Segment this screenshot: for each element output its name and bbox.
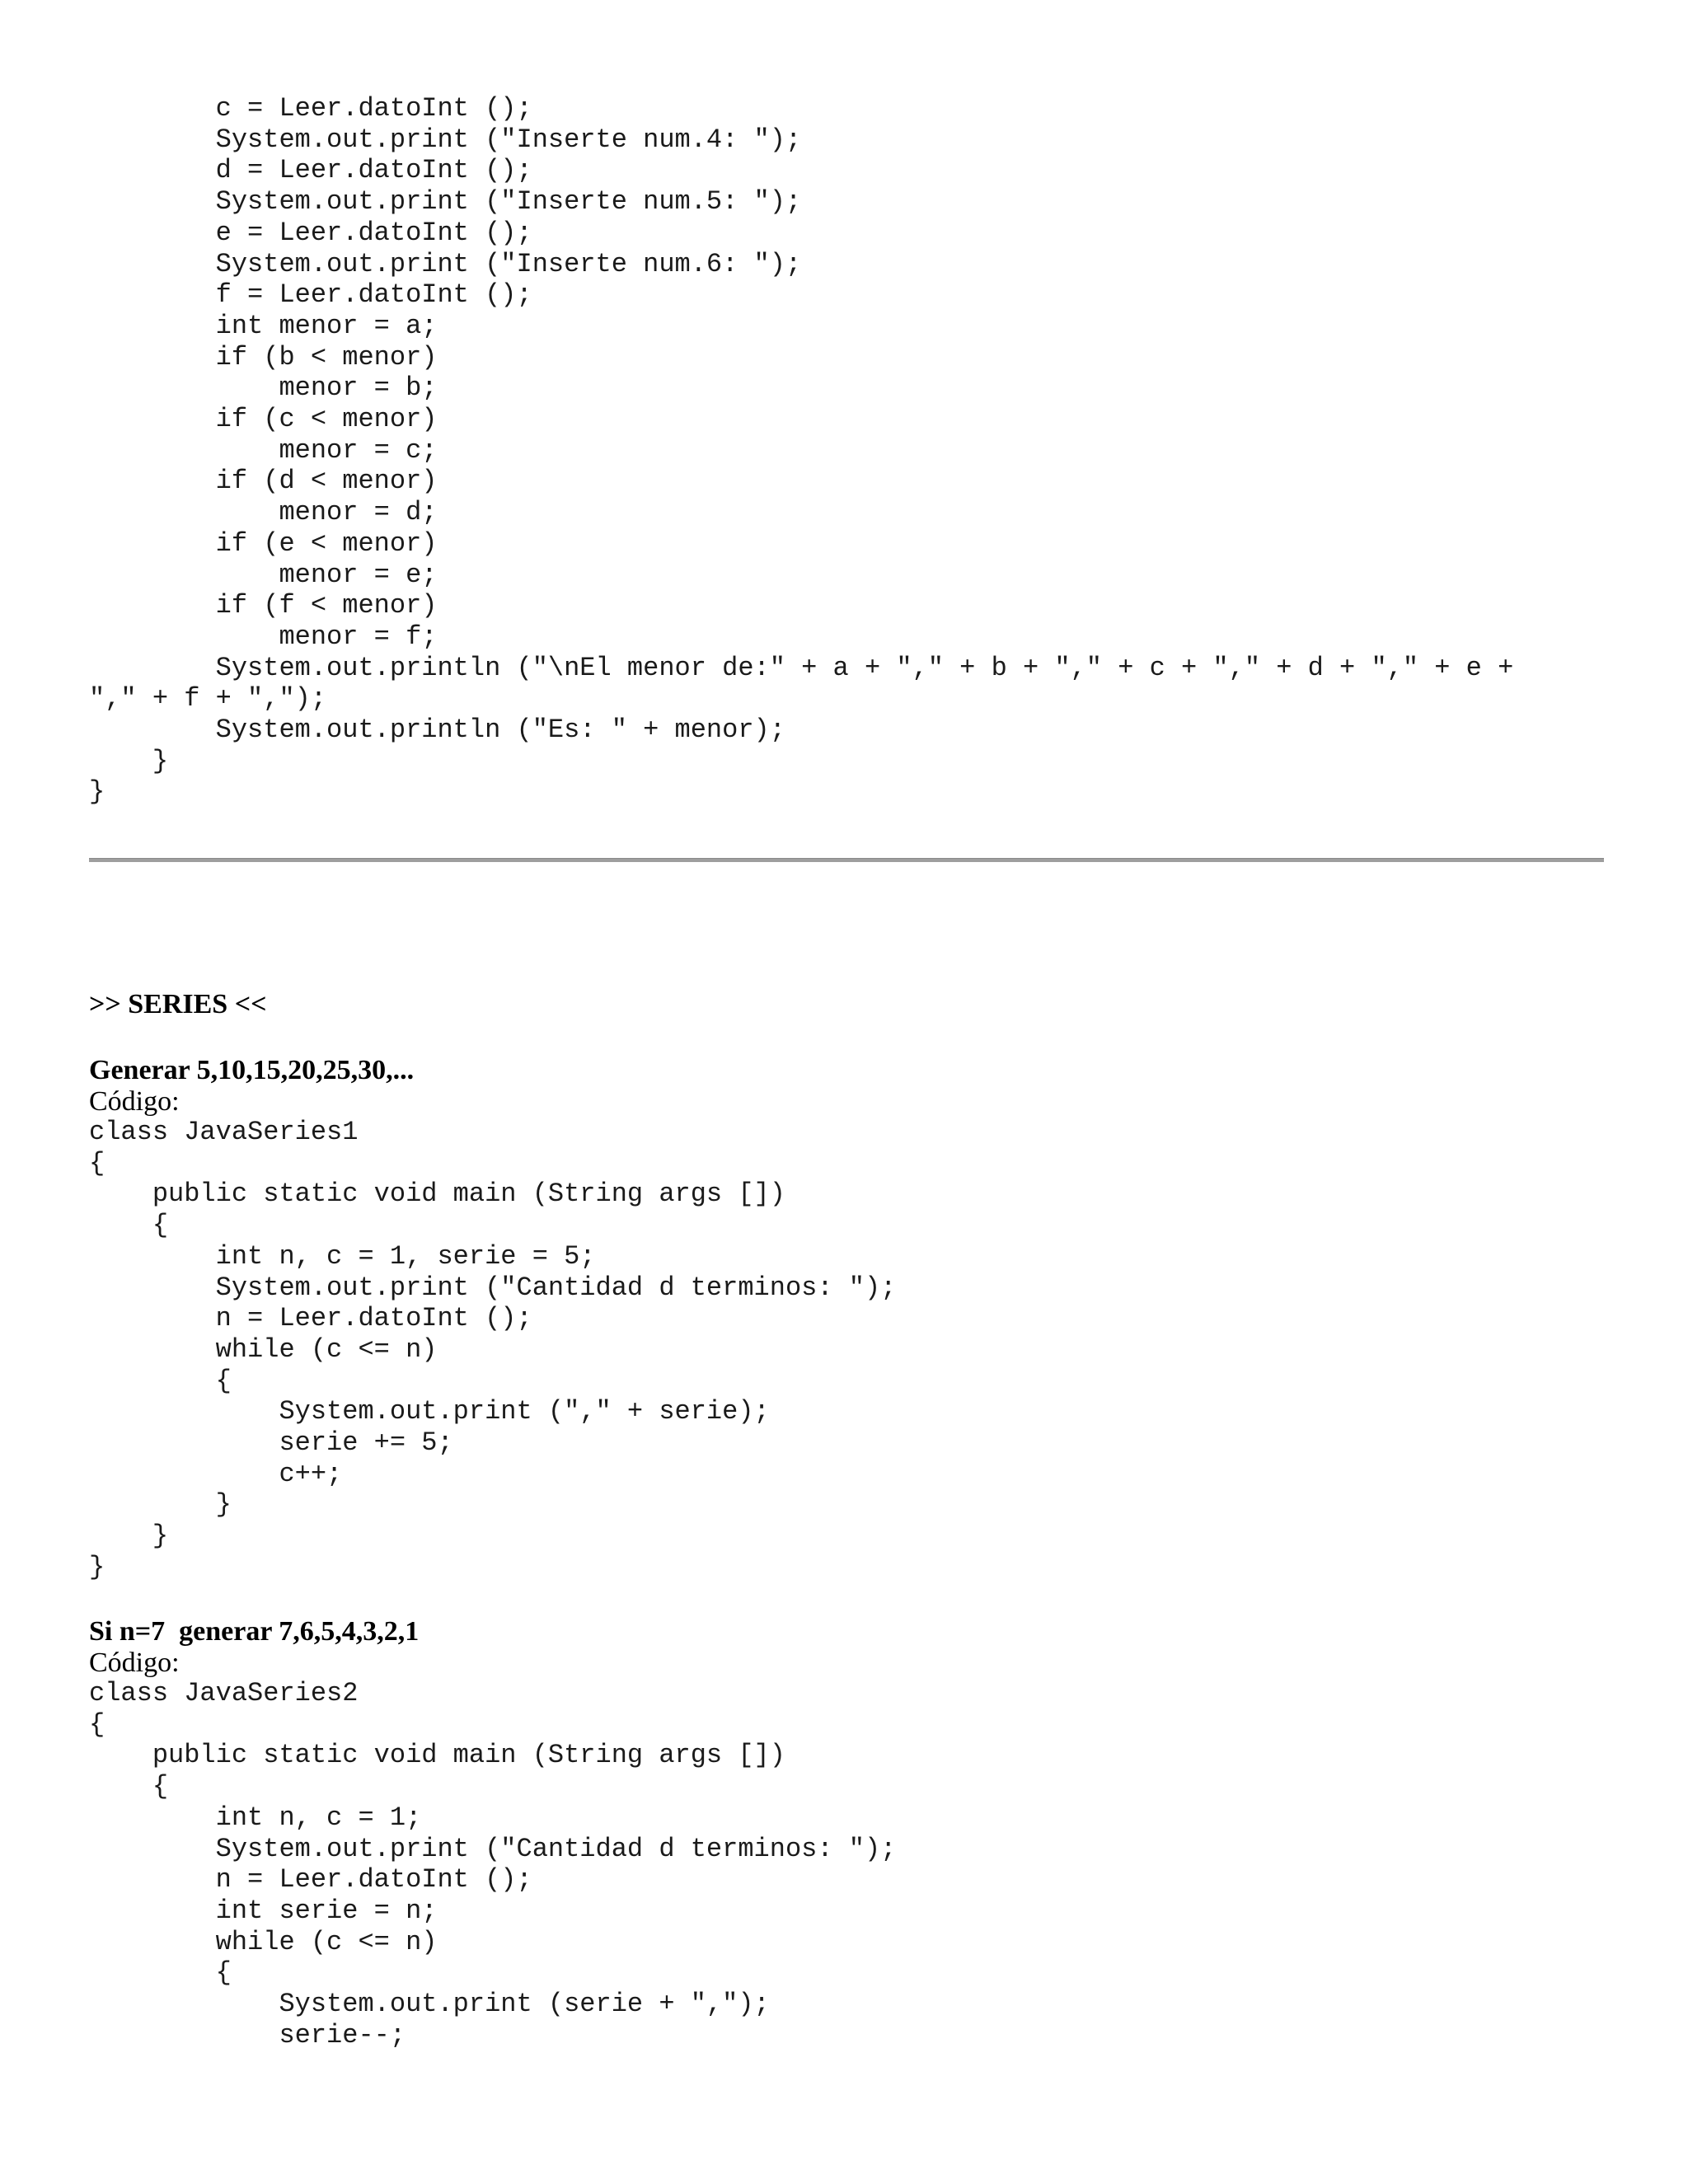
code-block-java-series-1: class JavaSeries1 { public static void main (String args []) { int n, c = 1, serie = 5; System.out.print ("Cantidad d terminos: "); n = Leer.datoInt (); while (c <= n) { System.out.print ("," + serie); serie += 5; c++; } } }: [89, 1117, 897, 1582]
example-1-title: Generar 5,10,15,20,25,30,...: [89, 1055, 415, 1085]
example-2-code-label: Código:: [89, 1647, 180, 1678]
code-block-find-minimum: c = Leer.datoInt (); System.out.print ("Inserte num.4: "); d = Leer.datoInt (); System.out.print ("Inserte num.5: "); e = Leer.datoInt (); System.out.print ("Inserte num.6: "); f = Leer.datoInt (); int menor = a; if (b < menor) menor = b; if (c < menor) menor = c; if (d < menor) menor = d; if (e < menor) menor = e; if (f < menor) menor = f; System.out.println ("\nEl menor de:" + a + "," + b + "," + c + "," + d + "," + e + "," + f + ","); System.out.println ("Es: " + menor); } }: [89, 93, 1514, 808]
example-1-code-label: Código:: [89, 1086, 180, 1117]
example-2-title: Si n=7 generar 7,6,5,4,3,2,1: [89, 1616, 420, 1647]
horizontal-divider: [89, 858, 1604, 862]
section-title: >> SERIES <<: [89, 989, 267, 1019]
code-block-java-series-2: class JavaSeries2 { public static void main (String args []) { int n, c = 1; System.out.print ("Cantidad d terminos: "); n = Leer.datoInt (); int serie = n; while (c <= n) { System.out.print (serie + ","); serie--;: [89, 1678, 897, 2050]
